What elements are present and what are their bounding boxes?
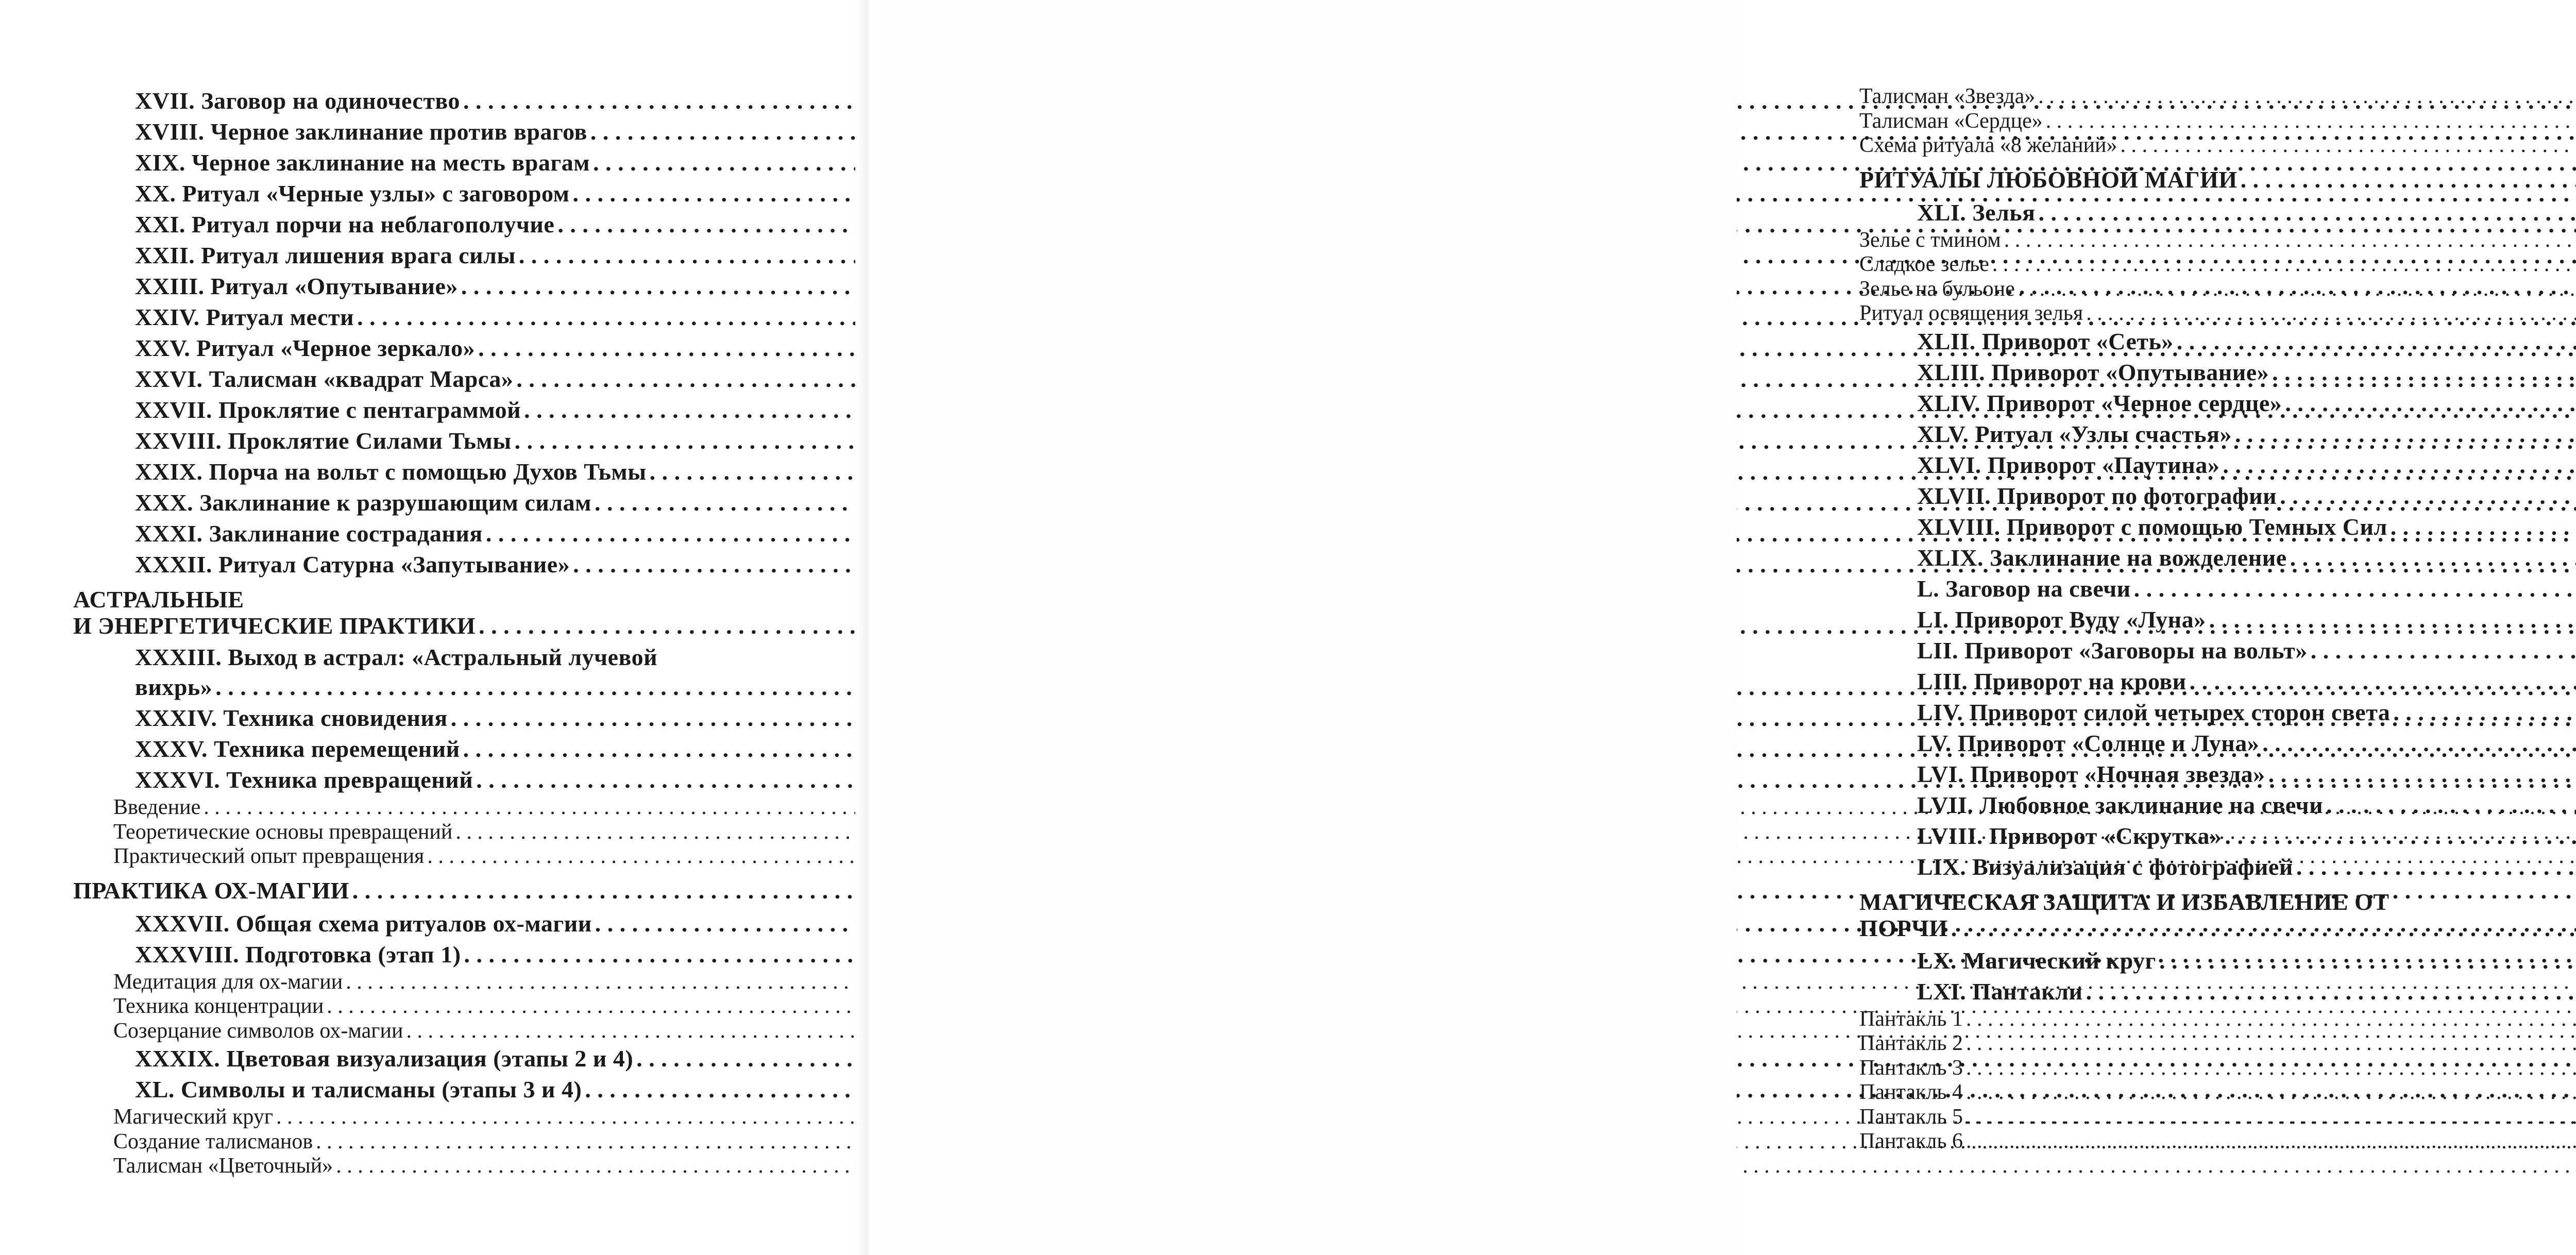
toc-entry[interactable] <box>1859 542 2543 573</box>
entry-title: LII. Приворот «Заговоры на вольт» <box>1917 637 2308 664</box>
entry-title: XLV. Ритуал «Узлы счастья» <box>1917 420 2232 447</box>
toc-entry[interactable] <box>1859 1031 2543 1056</box>
dot-leader <box>2086 976 2576 1007</box>
toc-entry <box>1859 914 2543 942</box>
section-love-heading[interactable] <box>1859 165 2543 194</box>
entry-title: Ритуал освящения зелья <box>1859 301 2083 325</box>
dot-leader <box>2326 790 2576 821</box>
entry-title: Введение <box>113 795 201 819</box>
entry-title: XLIV. Приворот «Черное сердце» <box>1917 389 2282 416</box>
section-title-line1: МАГИЧЕСКАЯ ЗАЩИТА И ИЗБАВЛЕНИЕ ОТ <box>1859 888 2389 915</box>
toc-entry[interactable] <box>1859 666 2543 697</box>
toc-entry[interactable] <box>73 426 751 456</box>
toc-entry[interactable] <box>1859 277 2543 302</box>
entry-title: Зелье на бульоне <box>1859 277 2015 301</box>
entry-title: XXXV. Техника перемещений <box>135 736 460 762</box>
entry-title: XVII. Заговор на одиночество <box>135 88 460 114</box>
toc-entry[interactable] <box>1859 604 2543 635</box>
toc-entry[interactable] <box>73 271 751 302</box>
toc-entry[interactable] <box>73 302 751 333</box>
dot-leader <box>2268 759 2576 790</box>
entry-title: Пантакль 4 <box>1859 1080 1963 1104</box>
dot-leader <box>2285 388 2576 419</box>
toc-entry <box>73 612 751 640</box>
section-title: РИТУАЛЫ ЛЮБОВНОЙ МАГИИ <box>1859 166 2238 193</box>
dot-leader <box>2223 450 2576 481</box>
toc-entry[interactable] <box>1859 852 2543 883</box>
entry-title: Схема ритуала «8 желаний» <box>1859 133 2117 157</box>
toc-entry[interactable] <box>73 1019 751 1044</box>
entry-title: LI. Приворот Вуду «Луна» <box>1917 606 2206 633</box>
oh-entries-group <box>73 908 751 1179</box>
entry-title: LV. Приворот «Солнце и Луна» <box>1917 730 2260 756</box>
toc-entry[interactable] <box>1859 1105 2543 1130</box>
dot-leader <box>1951 914 2576 942</box>
dot-leader <box>1966 1105 2576 1130</box>
toc-entry[interactable] <box>73 333 751 364</box>
toc-entry[interactable] <box>1859 697 2543 728</box>
left-entries-group <box>73 86 751 580</box>
left-page <box>0 0 868 1255</box>
entry-title: XXI. Ритуал порчи на неблагополучие <box>135 211 555 238</box>
toc-entry[interactable] <box>73 765 751 795</box>
entry-title: Талисман «Цветочный» <box>113 1154 333 1178</box>
toc-entry[interactable] <box>73 970 751 995</box>
dot-leader <box>2177 326 2576 357</box>
toc-entry[interactable] <box>73 908 751 939</box>
section-title-line2: И ЭНЕРГЕТИЧЕСКИЕ ПРАКТИКИ <box>73 613 476 639</box>
section-title-line2: ПОРЧИ <box>1859 914 1948 941</box>
right-top-entries-group <box>1859 84 2543 158</box>
entry-title: Пантакль 3 <box>1859 1056 1963 1080</box>
dot-leader <box>2018 277 2576 302</box>
toc-entry[interactable] <box>1859 728 2543 759</box>
entry-title: XXIV. Ритуал мести <box>135 304 354 330</box>
toc-entry[interactable] <box>1859 450 2543 481</box>
entry-title: LIII. Приворот на крови <box>1917 668 2187 694</box>
toc-entry[interactable] <box>1859 481 2543 512</box>
dot-leader <box>2134 573 2576 604</box>
entry-title: XLVII. Приворот по фотографии <box>1917 482 2277 509</box>
toc-entry[interactable] <box>1859 1080 2543 1105</box>
toc-entry[interactable] <box>73 795 751 820</box>
toc-entry[interactable] <box>1859 573 2543 604</box>
section-title: ПРАКТИКА ОХ-МАГИИ <box>73 877 349 904</box>
toc-entry[interactable] <box>1859 84 2543 109</box>
dot-leader <box>2039 197 2576 228</box>
toc-entry[interactable] <box>73 147 751 178</box>
entry-title: XXV. Ритуал «Черное зеркало» <box>135 335 476 361</box>
toc-entry[interactable] <box>73 994 751 1019</box>
entry-title: LVII. Любовное заклинание на свечи <box>1917 791 2324 818</box>
right-page <box>868 0 2391 1255</box>
dot-leader <box>2241 165 2576 194</box>
toc-entry[interactable] <box>1859 1129 2543 1154</box>
entry-title: Магический круг <box>113 1105 274 1129</box>
entry-title: LVIII. Приворот «Скрутка» <box>1917 822 2222 849</box>
entry-title: LXI. Пантакли <box>1917 978 2083 1005</box>
dot-leader <box>2038 84 2576 109</box>
dot-leader <box>1966 1056 2576 1081</box>
entry-title: Сладкое зелье <box>1859 252 1989 276</box>
toc-entry[interactable] <box>1859 388 2543 419</box>
entry-title: XXXII. Ритуал Сатурна «Запутывание» <box>135 551 570 578</box>
wrapped-entry-astral[interactable] <box>73 643 751 703</box>
dot-leader <box>1966 1080 2576 1105</box>
entry-title: LX. Магический круг <box>1917 947 2156 974</box>
entry-title: LVI. Приворот «Ночная звезда» <box>1917 760 2265 787</box>
entry-title: Созерцание символов ох-магии <box>113 1019 403 1043</box>
dot-leader <box>2190 666 2576 697</box>
entry-title: Медитация для ох-магии <box>113 970 343 994</box>
entry-title: XL. Символы и талисманы (этапы 3 и 4) <box>135 1076 582 1103</box>
entry-title: XXVII. Проклятие с пентаграммой <box>135 397 521 423</box>
entry-title: Пантакль 2 <box>1859 1031 1963 1055</box>
toc-entry[interactable] <box>73 116 751 147</box>
dot-leader <box>2391 512 2576 542</box>
entry-title: LIX. Визуализация с фотографией <box>1917 853 2293 880</box>
entry-title: Пантакль 6 <box>1859 1129 1963 1153</box>
entry-title: Теоретические основы превращений <box>113 820 453 844</box>
toc-entry[interactable] <box>1859 252 2543 277</box>
toc-entry[interactable] <box>1859 326 2543 357</box>
toc-entry[interactable] <box>1859 512 2543 542</box>
dot-leader <box>2004 228 2576 253</box>
toc-entry[interactable] <box>1859 1056 2543 1081</box>
toc-entry[interactable] <box>1859 635 2543 666</box>
entry-title: XXII. Ритуал лишения врага силы <box>135 242 516 268</box>
entry-title: Талисман «Звезда» <box>1859 84 2036 108</box>
dot-leader <box>1966 1129 2576 1154</box>
toc-entry[interactable] <box>73 456 751 487</box>
entry-title: XXXVIII. Подготовка (этап 1) <box>135 941 461 968</box>
entry-title: Пантакль 1 <box>1859 1007 1963 1031</box>
section-protect-heading[interactable] <box>1859 890 2543 942</box>
toc-left-column <box>73 86 751 1179</box>
entry-title: XIX. Черное заклинание на месть врагам <box>135 149 590 176</box>
entry-title: XXVIII. Проклятие Силами Тьмы <box>135 428 512 454</box>
toc-entry[interactable] <box>73 703 751 734</box>
toc-entry[interactable] <box>73 1074 751 1105</box>
dot-leader <box>1966 1007 2576 1032</box>
toc-entry[interactable] <box>73 1130 751 1155</box>
toc-entry[interactable] <box>73 395 751 426</box>
dot-leader <box>2121 133 2576 158</box>
dot-leader <box>2209 604 2576 635</box>
toc-entry[interactable] <box>73 734 751 765</box>
section-title-line1: АСТРАЛЬНЫЕ <box>73 586 244 613</box>
toc-entry[interactable] <box>73 1043 751 1074</box>
toc-entry[interactable] <box>1859 419 2543 450</box>
toc-entry <box>73 672 751 703</box>
dot-leader <box>1966 1031 2576 1056</box>
dot-leader <box>2262 728 2576 759</box>
toc-entry[interactable] <box>1859 357 2543 388</box>
toc-entry[interactable] <box>73 820 751 845</box>
toc-entry[interactable] <box>1859 976 2543 1007</box>
toc-entry[interactable] <box>1859 197 2543 228</box>
toc-entry[interactable] <box>73 1105 751 1130</box>
entry-title: XXIX. Порча на вольт с помощью Духов Тьмы <box>135 459 647 485</box>
toc-right-column <box>1859 84 2543 1154</box>
entry-title: XX. Ритуал «Черные узлы» с заговором <box>135 180 570 207</box>
dot-leader <box>2235 419 2576 450</box>
toc-entry[interactable] <box>73 178 751 209</box>
entry-title: XXXIX. Цветовая визуализация (этапы 2 и 4) <box>135 1045 634 1072</box>
section-oh-heading[interactable] <box>73 876 751 905</box>
entry-title: Зелье с тмином <box>1859 228 2001 252</box>
dot-leader <box>2311 635 2576 666</box>
entry-title: XXIII. Ритуал «Опутывание» <box>135 273 458 299</box>
toc-entry[interactable] <box>73 86 751 116</box>
entry-title: Талисман «Сердце» <box>1859 109 2043 133</box>
toc-entry[interactable] <box>73 939 751 970</box>
entry-title: XLIX. Заклинание на вожделение <box>1917 544 2287 571</box>
entry-title: XLVIII. Приворот с помощью Темных Сил <box>1917 513 2387 540</box>
toc-entry[interactable] <box>73 487 751 518</box>
entry-title: XXXVII. Общая схема ритуалов ох-магии <box>135 910 592 937</box>
toc-entry[interactable] <box>1859 301 2543 326</box>
section-astral-heading[interactable] <box>73 587 751 640</box>
entry-title: L. Заговор на свечи <box>1917 575 2131 602</box>
entry-title: XLVI. Приворот «Паутина» <box>1917 451 2220 478</box>
entry-title: XVIII. Черное заклинание против врагов <box>135 118 587 145</box>
toc-entry[interactable] <box>1859 133 2543 158</box>
toc-entry[interactable] <box>73 364 751 395</box>
toc-entry[interactable] <box>73 518 751 549</box>
entry-title: XXXIV. Техника сновидения <box>135 705 448 731</box>
entry-title: LIV. Приворот силой четырех сторон света <box>1917 699 2391 725</box>
entry-title: XXX. Заклинание к разрушающим силам <box>135 489 591 516</box>
dot-leader <box>2280 481 2576 512</box>
toc-entry[interactable] <box>73 844 751 869</box>
toc-entry[interactable] <box>1859 228 2543 253</box>
dot-leader <box>2296 852 2576 883</box>
entry-title: XLII. Приворот «Сеть» <box>1917 328 2174 354</box>
dot-leader <box>2272 357 2576 388</box>
dot-leader <box>2159 945 2576 976</box>
astral-entries-group <box>73 703 751 869</box>
entry-title: Создание талисманов <box>113 1129 313 1154</box>
toc-entry[interactable] <box>1859 109 2543 134</box>
toc-entry[interactable] <box>73 1154 751 1179</box>
entry-title-line2: вихрь» <box>135 674 213 700</box>
toc-entry[interactable] <box>1859 945 2543 976</box>
toc-entry[interactable] <box>1859 759 2543 790</box>
entry-title: Пантакль 5 <box>1859 1105 1963 1129</box>
dot-leader <box>2225 821 2576 852</box>
dot-leader <box>2393 697 2576 728</box>
entry-title: XLIII. Приворот «Опутывание» <box>1917 359 2269 385</box>
dot-leader <box>2046 109 2576 134</box>
entry-title: Практический опыт превращения <box>113 844 425 868</box>
entry-title: Техника концентрации <box>113 994 324 1018</box>
toc-entry[interactable] <box>73 549 751 580</box>
dot-leader <box>2290 542 2576 573</box>
dot-leader <box>2086 301 2576 326</box>
toc-entry[interactable] <box>1859 790 2543 821</box>
toc-entry[interactable] <box>73 209 751 240</box>
dot-leader <box>1992 252 2576 277</box>
toc-entry[interactable] <box>73 240 751 271</box>
love-entries-group <box>1859 197 2543 883</box>
entry-title: XLI. Зелья <box>1917 199 2036 226</box>
entry-title: XXXVI. Техника превращений <box>135 767 473 793</box>
entry-title-line1: XXXIII. Выход в астрал: «Астральный лучевой <box>135 644 658 670</box>
toc-entry[interactable] <box>1859 821 2543 852</box>
entry-title: XXXI. Заклинание сострадания <box>135 520 483 547</box>
toc-entry[interactable] <box>1859 1007 2543 1032</box>
protect-entries-group <box>1859 945 2543 1154</box>
entry-title: XXVI. Талисман «квадрат Марса» <box>135 366 514 392</box>
